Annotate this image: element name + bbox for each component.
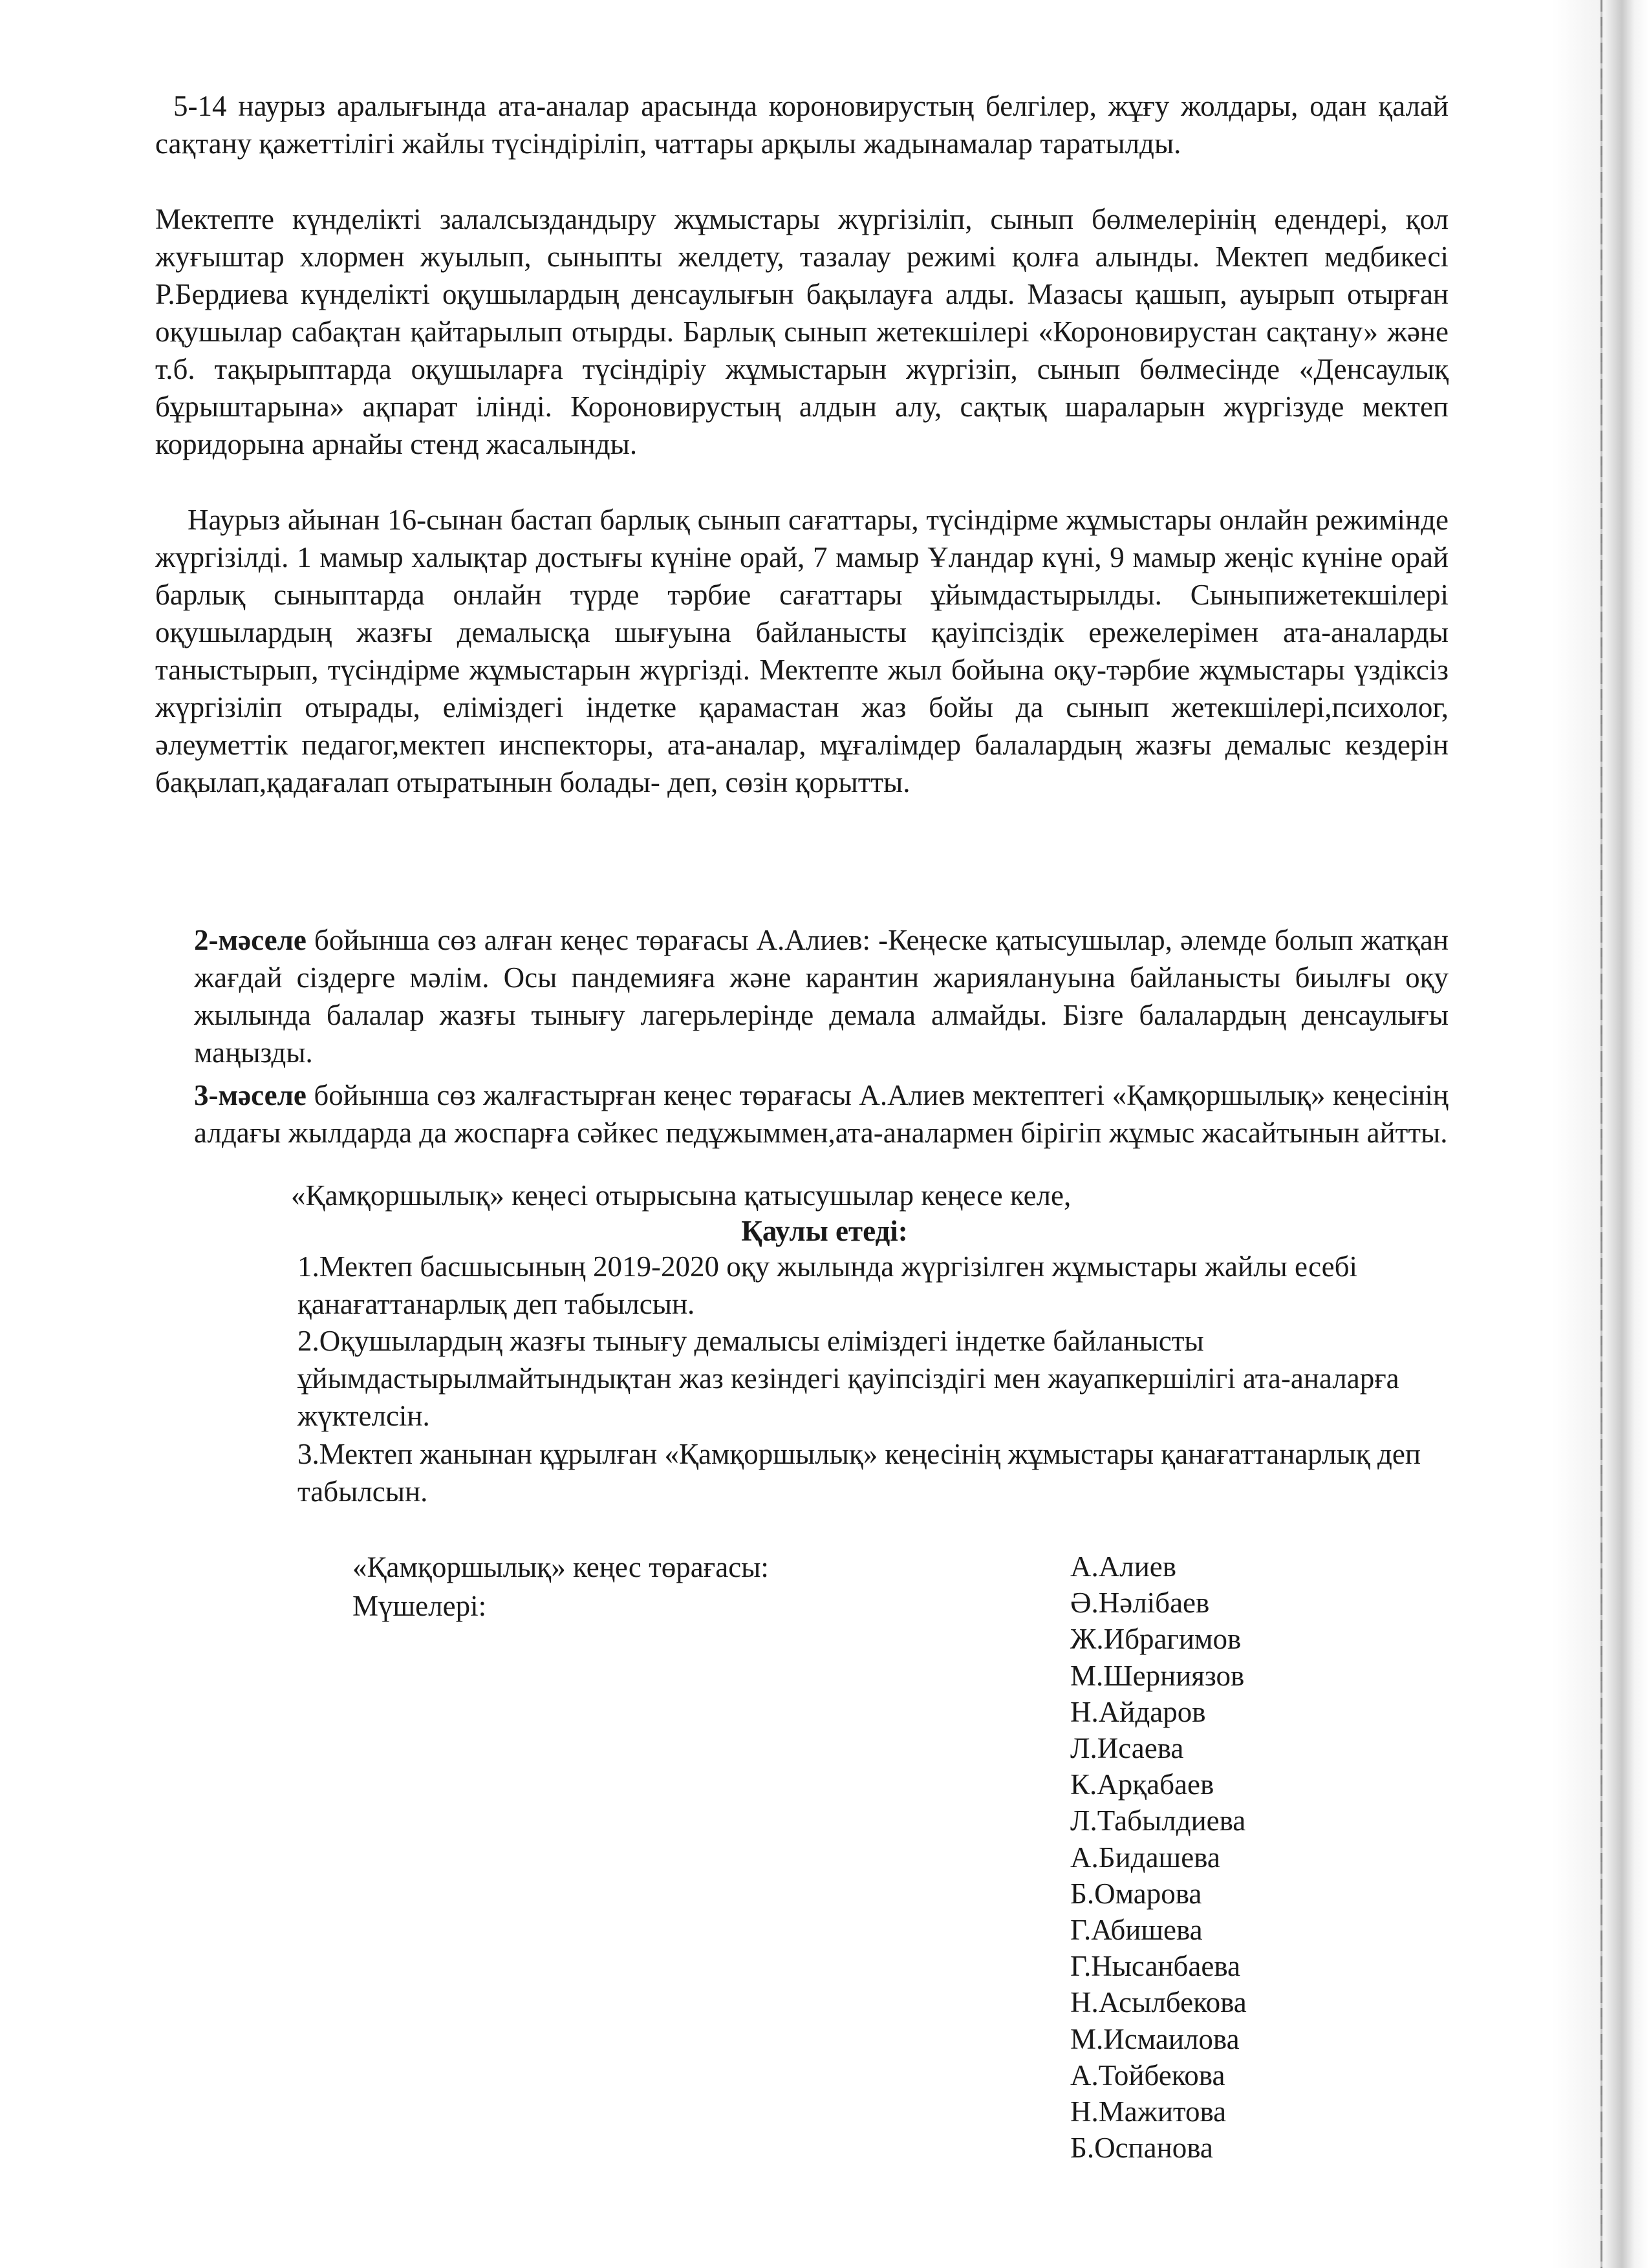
issue-3-label: 3-мәселе (194, 1079, 307, 1111)
issue-2-text: бойынша сөз алған кеңес төрағасы А.Алиев: -Кеңеске қатысушылар, әлемде болып жатқан жағдай сіздерге мәлім. Осы пандемияға және карантин жариялануына байланысты биылғы оқу жылында балалар жазғы тынығу лагерьлерінде демала алмайды. Бізге балалардың денсаулығы маңызды. (194, 924, 1449, 1069)
paragraph-issue-2 (194, 921, 1449, 1071)
resolution-item-2: 2.Оқушылардың жазғы тынығу демалысы еліміздегі індетке байланысты ұйымдастырылмайтындықтан жаз кезіндегі қауіпсіздігі мен жауапкершілігі ата-аналарға жүктелсін. (297, 1325, 1399, 1432)
member-name: Г.Нысанбаева (1070, 1950, 1240, 1983)
member-name: М.Шерниязов (1070, 1659, 1245, 1692)
paragraph-council-decision-intro: «Қамқоршылық» кеңесі отырысына қатысушылар кеңесе келе, (291, 1179, 1072, 1212)
issue-2-label: 2-мәселе (194, 924, 307, 956)
member-name: Б.Омарова (1070, 1877, 1202, 1910)
member-name: Л.Исаева (1070, 1732, 1184, 1765)
paragraph-disinfection-measures: Мектепте күнделікті залалсыздандыру жұмыстары жүргізіліп, сынып бөлмелерінің едендері, қол жуғыштар хлормен жуылып, сыныпты желдету, тазалау режимі қолға алынды. Мектеп медбикесі Р.Бердиева күнделікті оқушылардың денсаулығын бақылауға алды. Мазасы қашып, ауырып отырған оқушылар сабақтан қайтарылып отырды. Барлық сынып жетекшілері «Короновирустан сақтану» және т.б. тақырыптарда оқушыларға түсіндіріу жұмыстарын жүргізіп, сынып бөлмесінде «Денсаулық бұрыштарына» ақпарат ілінді. Короновирустың алдын алу, сақтық шараларын жүргізуде мектеп коридорына арнайы стенд жасалынды. (155, 203, 1449, 460)
member-name: К.Арқабаев (1070, 1768, 1214, 1801)
member-name: Ә.Нәлібаев (1070, 1587, 1210, 1620)
paragraph-march-awareness: 5-14 наурыз аралығында ата-аналар арасында короновирустың белгілер, жұғу жолдары, одан қалай сақтану қажеттілігі жайлы түсіндіріліп, чаттары арқылы жадынамалар таратылды. (155, 90, 1449, 160)
member-name: М.Исмаилова (1070, 2022, 1240, 2055)
member-name: А.Тойбекова (1070, 2059, 1225, 2091)
member-name: Ж.Ибрагимов (1070, 1623, 1242, 1656)
members-label: Мүшелері: (352, 1590, 487, 1622)
member-name: Б.Оспанова (1070, 2132, 1213, 2165)
chair-label: «Қамқоршылық» кеңес төрағасы: (352, 1551, 769, 1583)
member-name: Г.Абишева (1070, 1914, 1203, 1947)
issue-3-text: бойынша сөз жалғастырған кеңес төрағасы А.Алиев мектептегі «Қамқоршылық» кеңесінің алдағы жылдарда да жоспарға сәйкес педұжыммен,ата-аналармен бірігіп жұмыс жасайтынын айтты. (194, 1079, 1449, 1149)
member-name: Н.Асылбекова (1070, 1986, 1247, 2019)
paragraph-issue-3 (194, 1076, 1449, 1151)
member-name: А.Алиев (1070, 1550, 1177, 1583)
member-name: Н.Мажитова (1070, 2095, 1227, 2128)
signature-list (1070, 1548, 1247, 2166)
resolution-item-3: 3.Мектеп жанынан құрылған «Қамқоршылық» кеңесінің жұмыстары қанағаттанарлық деп табылсын. (297, 1438, 1421, 1508)
resolution-heading: Қаулы етеді: (741, 1215, 908, 1247)
member-name: Н.Айдаров (1070, 1695, 1206, 1728)
paragraph-online-activities: Наурыз айынан 16-сынан бастап барлық сынып сағаттары, түсіндірме жұмыстары онлайн режимінде жүргізілді. 1 мамыр халықтар достығы күніне орай, 7 мамыр Ұландар күні, 9 мамыр жеңіс күніне орай барлық сыныптарда онлайн түрде тәрбие сағаттары ұйымдастырылды. Сыныпижетекшілері оқушылардың жазғы демалысқа шығуына байланысты қауіпсіздік ережелерімен ата-аналарды таныстырып, түсіндірме жұмыстарын жүргізді. Мектепте жыл бойына оқу-тәрбие жұмыстары үздіксіз жүргізіліп отырады, еліміздегі індетке қарамастан жаз бойы да сынып жетекшілері,психолог, әлеуметтік педагог,мектеп инспекторы, ата-аналар, мұғалімдер балалардың жазғы демалыс кездерін бақылап,қадағалап отыратынын болады- деп, сөзін қорытты. (155, 504, 1449, 798)
resolution-item-1: 1.Мектеп басшысының 2019-2020 оқу жылында жүргізілген жұмыстары жайлы есебі қанағаттанарлық деп табылсын. (297, 1250, 1358, 1320)
member-name: А.Бидашева (1070, 1841, 1220, 1874)
member-name: Л.Табылдиева (1070, 1804, 1246, 1837)
scan-edge-line (1600, 0, 1602, 2268)
